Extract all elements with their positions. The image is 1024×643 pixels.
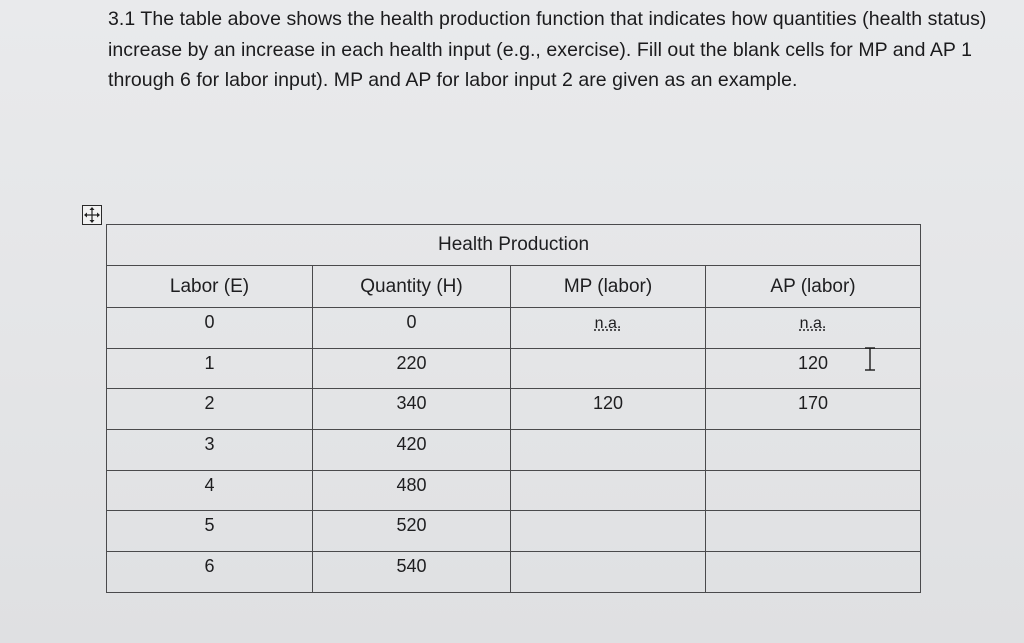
ap-cell[interactable]: 120 xyxy=(706,348,921,389)
table-move-handle-icon[interactable] xyxy=(82,205,102,225)
quantity-cell[interactable]: 340 xyxy=(313,389,511,430)
health-production-table xyxy=(106,224,921,593)
mp-cell[interactable] xyxy=(511,470,706,511)
mp-cell[interactable] xyxy=(511,348,706,389)
ap-value: n.a. xyxy=(799,315,827,332)
mp-cell[interactable] xyxy=(511,308,706,349)
table-row xyxy=(107,430,921,471)
column-header-labor: Labor (E) xyxy=(107,266,313,308)
quantity-cell[interactable]: 480 xyxy=(313,470,511,511)
quantity-cell[interactable]: 220 xyxy=(313,348,511,389)
quantity-cell[interactable]: 520 xyxy=(313,511,511,552)
table-row xyxy=(107,511,921,552)
labor-cell[interactable]: 5 xyxy=(107,511,313,552)
mp-cell[interactable]: 120 xyxy=(511,389,706,430)
ap-cell[interactable] xyxy=(706,308,921,349)
labor-cell[interactable]: 4 xyxy=(107,470,313,511)
mp-cell[interactable] xyxy=(511,511,706,552)
table-title: Health Production xyxy=(107,225,921,266)
labor-cell[interactable]: 1 xyxy=(107,348,313,389)
ap-cell[interactable] xyxy=(706,430,921,471)
mp-value: n.a. xyxy=(594,315,622,332)
mp-cell[interactable] xyxy=(511,430,706,471)
table-row xyxy=(107,308,921,349)
column-header-ap: AP (labor) xyxy=(706,266,921,308)
quantity-cell[interactable]: 420 xyxy=(313,430,511,471)
table-row xyxy=(107,348,921,389)
ap-cell[interactable] xyxy=(706,552,921,593)
ap-cell[interactable]: 170 xyxy=(706,389,921,430)
mp-cell[interactable] xyxy=(511,552,706,593)
labor-cell[interactable]: 3 xyxy=(107,430,313,471)
labor-cell[interactable]: 2 xyxy=(107,389,313,430)
table-row xyxy=(107,470,921,511)
labor-cell[interactable]: 6 xyxy=(107,552,313,593)
text-cursor-icon xyxy=(862,346,878,377)
column-header-quantity: Quantity (H) xyxy=(313,266,511,308)
column-header-mp: MP (labor) xyxy=(511,266,706,308)
table-row xyxy=(107,552,921,593)
labor-cell[interactable]: 0 xyxy=(107,308,313,349)
ap-cell[interactable] xyxy=(706,470,921,511)
quantity-cell[interactable]: 0 xyxy=(313,308,511,349)
question-text: 3.1 The table above shows the health production function that indicates how quantities (health status) increase by an increase in each health input (e.g., exercise). Fill out the blank cells for MP and AP 1 through 6 for labor input). MP and AP for labor input 2 are given as an example. xyxy=(108,8,987,91)
quantity-cell[interactable]: 540 xyxy=(313,552,511,593)
ap-cell[interactable] xyxy=(706,511,921,552)
table-row xyxy=(107,389,921,430)
